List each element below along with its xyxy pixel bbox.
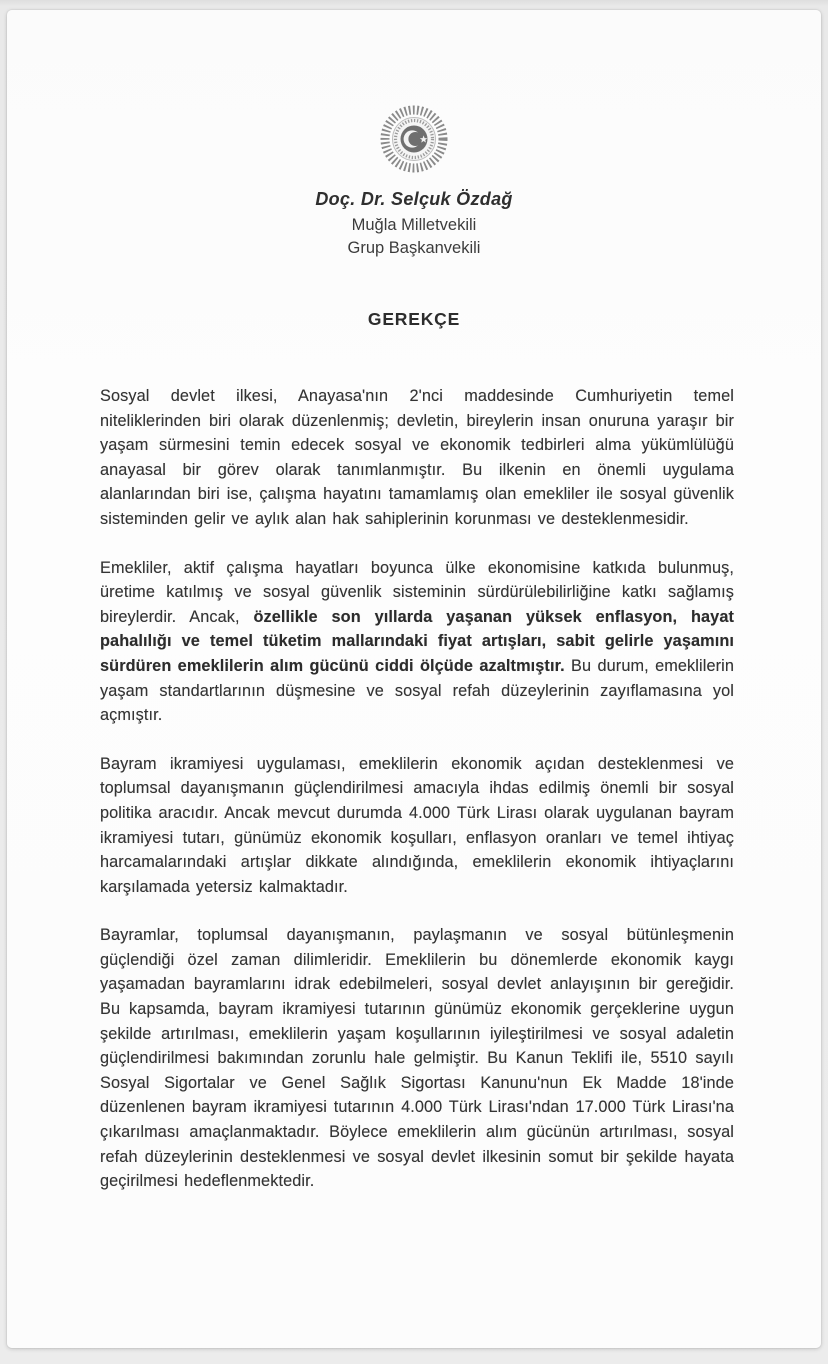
author-name: Doç. Dr. Selçuk Özdağ [315,189,513,209]
paragraph-bold-segment: özellikle son yıllarda yaşanan yüksek enflasyon, hayat pahalılığı ve temel tüketim mallarındaki fiyat artışları, sabit gelirle yaşamını sürdüren emeklilerin alım gücünü ciddi ölçüde azaltmıştır. [100,607,734,675]
paragraph-text-segment: Bu durum, emeklilerin yaşam standartlarının düşmesine ve sosyal refah düzeylerinin zayıflamasına yol açmıştır. [100,656,734,725]
paragraph-text-segment: Emekliler, aktif çalışma hayatları boyunca ülke ekonomisine katkıda bulunmuş, üretime katılmış ve sosyal güvenlik sisteminin sürdürülebilirliğine katkı sağlamış bireylerdir. Ancak, [100,558,734,626]
paragraph-text-segment: Bayram ikramiyesi uygulaması, emeklilerin ekonomik açıdan desteklenmesi ve toplumsal dayanışmanın güçlendirilmesi amacıyla ihdas edilmiş önemli bir sosyal politika aracıdır. Ancak mevcut durumda 4.000 Türk Lirası olarak uygulanan bayram ikramiyesi tutarı, günümüz ekonomik koşulları, enflasyon oranları ve temel ihtiyaç harcamalarındaki artışlar dikkate alındığında, emeklilerin ekonomik ihtiyaçlarını karşılamada yetersiz kalmaktadır. [100,754,734,896]
author-role-province: Muğla Milletvekili [351,216,477,234]
parliament-seal-icon [379,104,449,174]
document-body [100,384,734,1194]
paragraph-text-segment: Sosyal devlet ilkesi, Anayasa'nın 2'nci maddesinde Cumhuriyetin temel niteliklerinden biri olarak düzenlenmiş; devletin, bireylerin insan onuruna yaraşır bir yaşam sürmesini temin edecek sosyal ve ekonomik tedbirleri alma yükümlülüğü anayasal bir görev olarak tanımlanmıştır. Bu ilkenin en önemli uygulama alanlarından biri ise, çalışma hayatını tamamlamış olan emekliler ile sosyal güvenlik sisteminden gelir ve aylık alan hak sahiplerinin korunması ve desteklenmesidir. [100,387,734,528]
document-page [7,10,821,1348]
paragraph-2 [100,556,734,728]
document-header [7,104,821,260]
document-heading: GEREKÇE [367,309,461,329]
author-role-group: Grup Başkanvekili [347,239,481,257]
paragraph-3 [100,752,734,900]
paragraph-4 [100,923,734,1194]
paragraph-1 [100,384,734,532]
paragraph-text-segment: Bayramlar, toplumsal dayanışmanın, paylaşmanın ve sosyal bütünleşmenin güçlendiği özel zaman dilimleridir. Emeklilerin bu dönemlerde ekonomik kaygı yaşamadan bayramlarını idrak edebilmeleri, sosyal devlet anlayışının bir gereğidir. Bu kapsamda, bayram ikramiyesi tutarının günümüz ekonomik gerçeklerine uygun şekilde artırılması, emeklilerin yaşam koşullarının iyileştirilmesi ve sosyal adaletin güçlendirilmesi bakımından zorunlu hale gelmiştir. Bu Kanun Teklifi ile, 5510 sayılı Sosyal Sigortalar ve Genel Sağlık Sigortası Kanunu'nun Ek Madde 18'inde düzenlenen bayram ikramiyesi tutarının 4.000 Türk Lirası'ndan 17.000 Türk Lirası'na çıkarılması amaçlanmaktadır. Böylece emeklilerin alım gücünün artırılması, sosyal refah düzeylerinin desteklenmesi ve sosyal devlet ilkesinin somut bir şekilde hayata geçirilmesi hedeflenmektedir. [100,926,734,1191]
